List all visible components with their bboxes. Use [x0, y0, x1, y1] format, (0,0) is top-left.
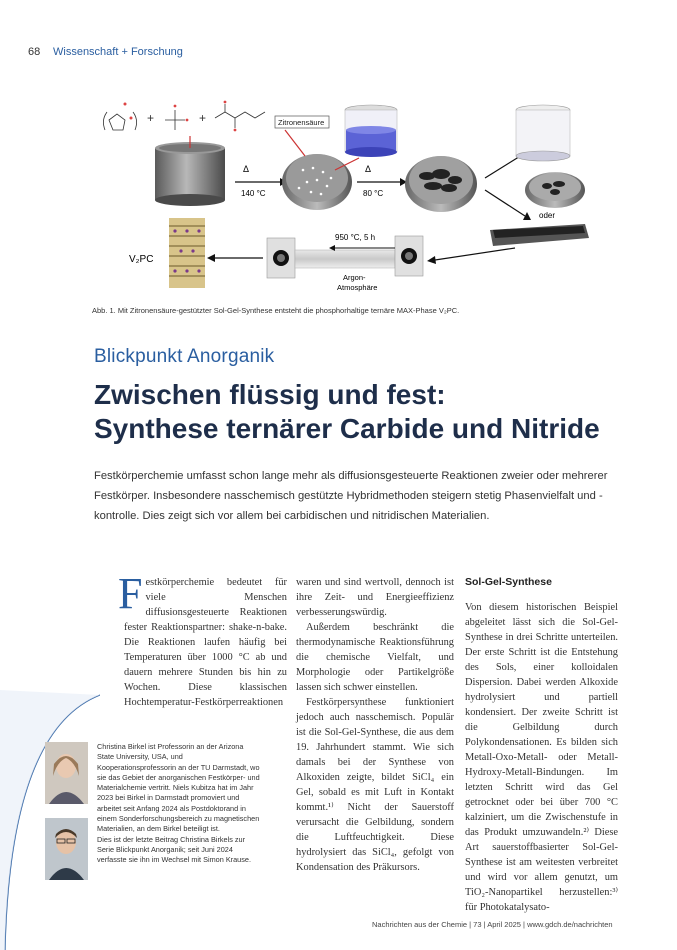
precursor-structures: [103, 101, 265, 132]
crucible-1: [155, 142, 225, 206]
title-line-1: Zwischen flüssig und fest:: [94, 379, 446, 410]
col2-paragraph-3: Festkörpersynthese funktioniert jedoch auch nasschemisch. Populär ist die Sol-Gel-Synthese, die aus dem 19. Jahrhundert stammt. Wie sich damals bei der Synthese von Alkoxiden zeigte, bildet SiCl₄ ein Gel, sobald es mit Luft in Kontakt kommt.¹⁾ Nicht der Sauerstoff verursacht die Gelbildung, sondern die Luftfeuchtigkeit. Diese hydrolysiert das SiCl₄, gefolgt von Kondensation des Präkursors.: [296, 697, 454, 873]
temp-140: 140 °C: [241, 189, 266, 198]
v2pc-label: V₂PC: [129, 254, 154, 265]
bio-paragraph-1: Christina Birkel ist Professorin an der Arizona State University, USA, und Kooperationsprofessorin an der TU Darmstadt, wo sie das Gebiet der anorganischen Festkörper- und Materialchemie vertritt. Niels Kubitza hat im Jahr 2023 bei Birkel in Darmstadt promoviert und arbeitet seit Anfang 2024 als Postdoktorand in einem Sonderforschungsbereich zu magnetischen Materialien, an dem Birkel beteiligt ist.: [97, 742, 260, 834]
person-icon: [45, 742, 88, 804]
col3-paragraph: Von diesem historischen Beispiel abgeleitet lässt sich die Sol-Gel-Synthese in drei Schritte unterteilen. Der erste Schritt ist die Entstehung des Sols, einer kolloidalen Dispersion. Dabei werden Alkoxide hydrolysiert und partiell kondensiert. Der zweite Schritt ist die Gelbildung durch Polykondensationen. Es bilden sich Metall-Oxo-Metall- oder Metall-Hydroxy-Metall-Bindungen. Im letzten Schritt wird das Gel getrocknet oder bei über 700 °C kalziniert, um die Zwischenstufe in das Produkt umzuwandeln.²⁾ Diese Art sauerstoffbasierter Sol-Gel-Synthese ist am weitesten verbreitet und wird vor allem genutzt, um TiO₂-Nanopartikel herzustellen:³⁾ für Photokatalysato-: [465, 602, 618, 913]
dish-small: [525, 172, 585, 208]
delta-1: Δ: [243, 164, 250, 174]
column-1: [118, 569, 287, 710]
beaker-blue: [345, 105, 397, 157]
svg-text:+: +: [147, 111, 155, 125]
dropcap: F: [118, 569, 143, 618]
synthesis-figure: [95, 90, 625, 300]
author-photo-birkel: [45, 742, 88, 804]
temp-80: 80 °C: [363, 189, 384, 198]
col2-paragraph-2: Außerdem beschränkt die thermodynamische Reaktionsführung die chemische Vielfalt, und Morphologie oder Partikelgröße lassen sich schwer einstellen.: [296, 622, 454, 693]
section-title: Wissenschaft + Forschung: [53, 46, 183, 58]
anneal-label: 950 °C, 5 h: [335, 233, 376, 242]
tube-furnace: [267, 236, 423, 278]
person-icon: [45, 818, 88, 880]
atmosphere-label: Atmosphäre: [337, 283, 378, 292]
figure-caption: Abb. 1. Mit Zitronensäure-gestützter Sol-Gel-Synthese entsteht die phosphorhaltige ternäre MAX-Phase V₂PC.: [92, 306, 460, 315]
author-bio: [97, 742, 262, 866]
section-heading: Sol-Gel-Synthese: [465, 576, 552, 588]
page-footer: Nachrichten aus der Chemie | 73 | April 2025 | www.gdch.de/nachrichten: [372, 920, 613, 929]
argon-label: Argon-: [343, 273, 366, 282]
title-line-2: Synthese ternärer Carbide und Nitride: [94, 413, 600, 444]
article-lead: Festkörperchemie umfasst schon lange mehr als diffusionsgesteuerte Reaktionen zweier oder mehrerer Festkörper. Insbesondere nasschemisch gestützte Hybridmethoden steigern stetig Phasenvielfalt und -kontrolle. Dies zeigt sich vor allem bei carbidischen und nitridischen Materialien.: [94, 470, 608, 522]
oder-label: oder: [539, 211, 556, 220]
author-photo-kubitza: [45, 818, 88, 880]
col2-paragraph-1: waren und sind wertvoll, dennoch ist ihre Zeit- und Energieeffizienz verbesserungswürdig.: [296, 577, 454, 618]
column-3: [465, 575, 618, 915]
combustion-boat: [490, 224, 589, 246]
article-kicker: Blickpunkt Anorganik: [94, 346, 275, 367]
dish-gel: [282, 154, 352, 210]
dish-granules: [405, 156, 477, 212]
bio-paragraph-2: Dies ist der letzte Beitrag Christina Birkels zur Serie Blickpunkt Anorganik; seit Juni 2024 verfasste sie ihn im Wechsel mit Simon Krause.: [97, 834, 251, 865]
v2pc-crystal-structure: [169, 218, 205, 288]
citric-acid-label: Zitronensäure: [278, 118, 325, 127]
beaker-empty: [516, 105, 570, 161]
svg-text:+: +: [199, 111, 207, 125]
col1-paragraph: estkörperchemie bedeutet für viele Menschen diffusionsgesteuerte Reaktionen fester Reaktionspartner: shake-n-bake. Die Reaktionen laufen häufig bei Temperaturen über 1000 °C ab und dauern mehrere Stunden bis hin zu Wochen. Diese klassischen Hochtemperatur-Festkörperreaktionen: [124, 577, 287, 708]
column-2: [296, 575, 454, 875]
article-title: [94, 378, 654, 446]
delta-2: Δ: [365, 164, 372, 174]
page-number: 68: [28, 46, 41, 58]
